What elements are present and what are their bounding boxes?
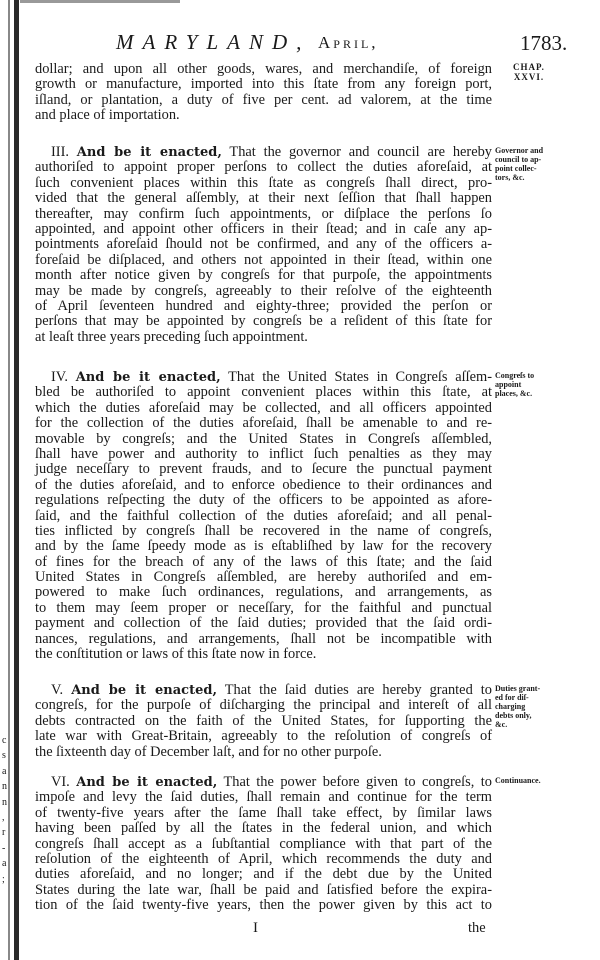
paragraph-section-v xyxy=(35,683,492,760)
text-line: which the duties aforeſaid may be collected, and all officers appointed xyxy=(35,399,492,416)
margin-note-line: ed for diſ- xyxy=(495,693,529,702)
text-line: debts contracted on the faith of the United States, for ſupporting the xyxy=(35,712,492,729)
text-line xyxy=(35,370,492,385)
text-line: ſuch convenient places within this ſtate as congreſs ſhall direct, pro- xyxy=(35,174,492,191)
section-numeral: III. xyxy=(51,144,69,160)
text-line: movable by congreſs; and the United States in Congreſs aſſembled, xyxy=(35,430,492,447)
bleed-through-fragment: , xyxy=(2,812,5,823)
text-line: authoriſed to appoint proper perſons to collect the duties aforeſaid, at xyxy=(35,159,492,176)
paragraph-section-vi xyxy=(35,775,492,914)
paragraph-section-iv xyxy=(35,370,492,662)
header-month: April, xyxy=(318,33,379,52)
text-line: may be made by congreſs, agreeably to their reſolve of the eighteenth xyxy=(35,282,492,299)
running-header xyxy=(0,30,600,54)
paragraph-continuation xyxy=(35,62,492,124)
text-line xyxy=(35,683,492,698)
bleed-through-fragment: n xyxy=(2,796,7,808)
margin-note-line: places, &c. xyxy=(495,389,533,398)
text-line: dollar; and upon all other goods, wares, and merchandiſe, of foreign xyxy=(35,61,492,77)
chapter-word: CHAP. xyxy=(513,62,545,72)
section-numeral: V. xyxy=(51,682,64,698)
text-line: ſhall have power and authority to inflict ſuch penalties as they may xyxy=(35,445,492,462)
line-text: That the power before given to congreſs, to xyxy=(223,774,492,790)
text-line: impoſe and levy the ſaid duties, ſhall remain and continue for the term xyxy=(35,789,492,806)
text-line: having been paſſed by all the ſtates in the federal union, and which xyxy=(35,820,492,837)
chapter-label xyxy=(513,62,545,82)
line-text: That the United States in Congreſs aſſem- xyxy=(228,369,492,385)
bleed-through-fragment: s xyxy=(2,750,6,762)
catchword: the xyxy=(468,920,486,936)
text-line: bled be authoriſed to appoint convenient places within this ſtate, at xyxy=(35,384,492,401)
margin-note-line: appoint xyxy=(495,380,522,389)
text-line: judge neceſſary to prevent frauds, and to ſecure the punctual payment xyxy=(35,461,492,478)
text-line: iſland, or plantation, a duty of five per cent. ad valorem, at the time xyxy=(35,91,492,108)
text-line: appointed, and appoint other officers in their ſtead; and in caſe any ap- xyxy=(35,220,492,237)
bleed-through-fragment: c xyxy=(2,735,7,746)
scan-smudge xyxy=(20,0,180,3)
page-edge xyxy=(8,0,10,960)
text-line: nances, regulations, and arrangements, ſhall not be incompatible with xyxy=(35,630,492,647)
text-line: reſolution of the eighteenth of April, which recommends the duty and xyxy=(35,850,492,867)
line-text: That the governor and council are hereby xyxy=(229,144,492,160)
margin-note-line: Continuance. xyxy=(495,776,541,785)
margin-note-line: Congreſs to xyxy=(495,371,535,380)
text-line: thereafter, may confirm ſuch appointments, or diſplace the perſons ſo xyxy=(35,205,492,222)
text-line: and by the ſame ſpeedy mode as is eſtabliſhed by law for the recovery xyxy=(35,538,492,555)
text-line: congreſs ſhall accept as a ſubſtantial compliance with that part of the xyxy=(35,835,492,852)
enacting-clause: And be it enacted, xyxy=(76,145,222,160)
text-line: late war with Great-Britain, agreeably to the reſolution of congreſs of xyxy=(35,728,492,745)
text-line: ſaid, and the faithful collection of the duties aforeſaid; and all penal- xyxy=(35,507,492,524)
section-numeral: VI. xyxy=(51,774,70,790)
text-line: foreſaid be diſplaced, and others not appointed in their ſtead, within one xyxy=(35,251,492,268)
margin-note-line: &c. xyxy=(495,720,508,729)
binding-gutter xyxy=(14,0,19,960)
text-line: congreſs, for the purpoſe of diſcharging the principal and intereſt of all xyxy=(35,697,492,714)
text-line: of fines for the breach of any of the laws of this ſtate; and the ſaid xyxy=(35,553,492,570)
margin-note xyxy=(495,684,585,729)
margin-note xyxy=(495,776,585,785)
text-line: the ſixteenth day of December laſt, and for no other purpoſe. xyxy=(35,743,382,760)
chapter-number: XXVI. xyxy=(513,72,545,82)
header-title: MARYLAND, xyxy=(116,30,311,54)
text-line: the conſtitution or laws of this ſtate now in force. xyxy=(35,646,317,663)
margin-note xyxy=(495,146,585,182)
text-line: pointments aforeſaid ſhould not be confirmed, and any of the officers a- xyxy=(35,236,492,253)
text-line: States during the late war, ſhall be paid and ſatisfied before the expira- xyxy=(35,881,492,898)
text-line: and place of importation. xyxy=(35,107,180,124)
enacting-clause: And be it enacted, xyxy=(75,370,221,385)
enacting-clause: And be it enacted, xyxy=(71,683,217,698)
text-line: at leaſt three years preceding ſuch appointment. xyxy=(35,328,308,345)
text-line xyxy=(35,775,492,790)
text-line: ties inflicted by congreſs ſhall be recovered in the name of congreſs, xyxy=(35,522,492,539)
margin-note-line: council to ap- xyxy=(495,155,542,164)
bleed-through-fragment: a xyxy=(2,858,7,870)
bleed-through-fragment: a xyxy=(2,765,7,777)
margin-note-line: debts only, xyxy=(495,711,532,720)
margin-note-line: charging xyxy=(495,702,526,711)
bleed-through-fragment: ; xyxy=(2,873,5,885)
text-line xyxy=(35,145,492,160)
bleed-through-fragment: n xyxy=(2,781,7,793)
margin-note-line: Governor and xyxy=(495,146,544,155)
margin-note-line: Duties grant- xyxy=(495,684,541,693)
text-line: duties aforeſaid, and no longer; and if the debt due by the United xyxy=(35,866,492,883)
text-line: payment and collection of the ſaid duties; provided that the ſaid ordi- xyxy=(35,615,492,632)
text-line: of the duties aforeſaid, and to enforce obedience to their ordinances and xyxy=(35,476,492,493)
text-line: of April ſeventeen hundred and eighty-three; provided the perſon or xyxy=(35,297,492,314)
line-text: That the ſaid duties are hereby granted to xyxy=(224,682,492,698)
margin-note-line: point collec- xyxy=(495,164,537,173)
text-line: to them may ſeem proper or neceſſary, for the faithful and punctual xyxy=(35,599,492,616)
paragraph-section-iii xyxy=(35,145,492,345)
bleed-through-fragment: r xyxy=(2,827,6,839)
text-line: powered to make ſuch ordinances, regulations, and arrangements, as xyxy=(35,584,492,601)
text-line: perſons that may be appointed by congreſs be a reſident of this ſtate for xyxy=(35,313,492,330)
text-line: United States in Congreſs aſſembled, are hereby authoriſed and em- xyxy=(35,569,492,586)
text-line: growth or manufacture, imported into this ſtate from any foreign port, xyxy=(35,76,492,93)
margin-note xyxy=(495,371,585,398)
bleed-through-fragment: - xyxy=(2,842,6,854)
text-line: of twenty-five years after the ſame ſhall take effect, by ſimilar laws xyxy=(35,804,492,821)
text-line: regulations reſpecting the duty of the officers to be appointed as afore- xyxy=(35,492,492,509)
text-line: vided that the general aſſembly, at their next ſeſſion that ſhall happen xyxy=(35,190,492,207)
margin-note-line: tors, &c. xyxy=(495,173,525,182)
text-line: tion of the ſaid twenty-five years, then the power given by this act to xyxy=(35,897,492,914)
signature-mark: I xyxy=(253,920,258,936)
section-numeral: IV. xyxy=(51,369,68,385)
header-year: 1783. xyxy=(520,31,568,55)
enacting-clause: And be it enacted, xyxy=(76,775,218,790)
text-line: for the collection of the duties aforeſaid, ſhall be amenable to and re- xyxy=(35,415,492,432)
text-line: month after notice given by congreſs for that purpoſe, the appointments xyxy=(35,267,492,284)
